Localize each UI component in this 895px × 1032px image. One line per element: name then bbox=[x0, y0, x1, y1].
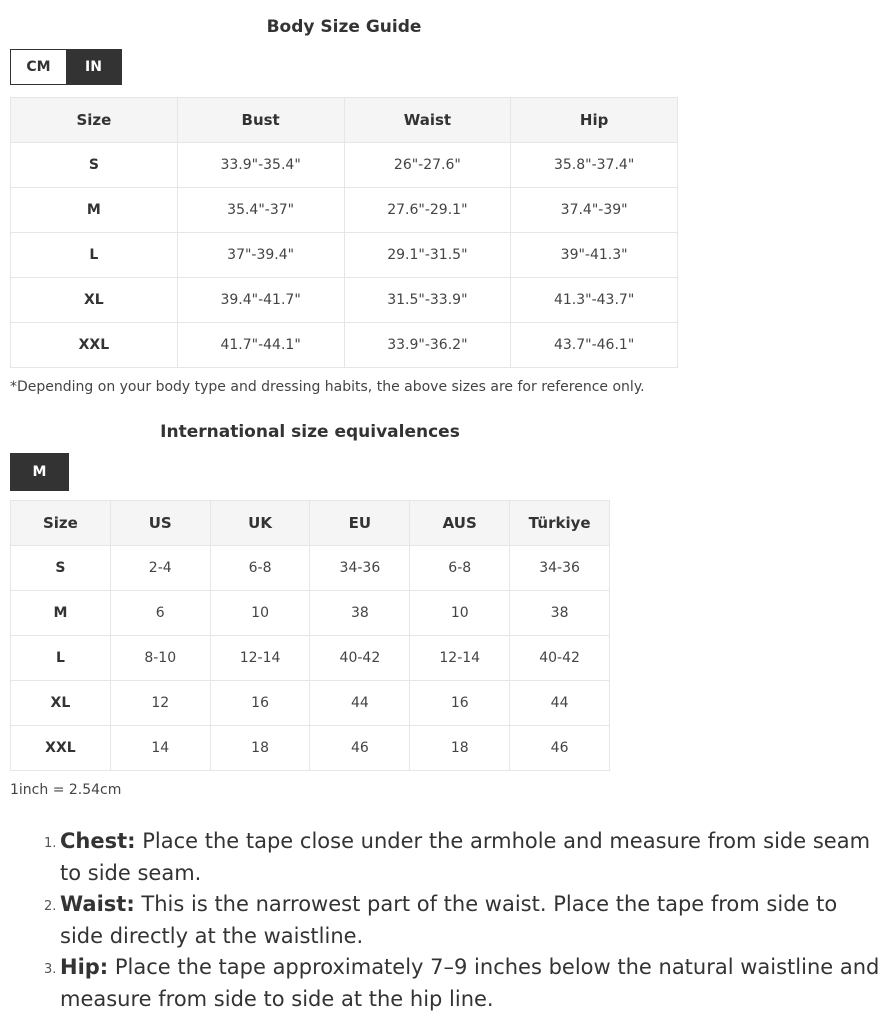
unit-in-button[interactable]: IN bbox=[66, 50, 121, 84]
turkiye-cell: 34-36 bbox=[510, 546, 610, 591]
column-header-eu: EU bbox=[310, 501, 410, 546]
table-row bbox=[11, 591, 610, 636]
turkiye-cell: 44 bbox=[510, 681, 610, 726]
table-header-row bbox=[11, 98, 678, 143]
us-cell: 2-4 bbox=[110, 546, 210, 591]
instruction-text: This is the narrowest part of the waist. Place the tape from side to side directly at the waistline. bbox=[60, 892, 838, 948]
size-cell: M bbox=[11, 591, 111, 636]
bust-cell: 33.9"-35.4" bbox=[177, 143, 344, 188]
uk-cell: 10 bbox=[210, 591, 310, 636]
turkiye-cell: 38 bbox=[510, 591, 610, 636]
column-header-waist: Waist bbox=[344, 98, 511, 143]
waist-cell: 29.1"-31.5" bbox=[344, 233, 511, 278]
table-row bbox=[11, 323, 678, 368]
reference-note: *Depending on your body type and dressing habits, the above sizes are for reference only. bbox=[10, 379, 645, 395]
hip-cell: 37.4"-39" bbox=[511, 188, 678, 233]
size-cell: XL bbox=[11, 681, 111, 726]
list-number: 3. bbox=[44, 962, 57, 977]
instruction-item-waist bbox=[44, 889, 885, 952]
hip-cell: 35.8"-37.4" bbox=[511, 143, 678, 188]
table-row bbox=[11, 278, 678, 323]
us-cell: 8-10 bbox=[110, 636, 210, 681]
table-row bbox=[11, 188, 678, 233]
table-row bbox=[11, 636, 610, 681]
uk-cell: 18 bbox=[210, 726, 310, 771]
aus-cell: 6-8 bbox=[410, 546, 510, 591]
list-number: 2. bbox=[44, 899, 57, 914]
unit-cm-button[interactable]: CM bbox=[11, 50, 66, 84]
table-row bbox=[11, 143, 678, 188]
us-cell: 6 bbox=[110, 591, 210, 636]
table-row bbox=[11, 681, 610, 726]
column-header-aus: AUS bbox=[410, 501, 510, 546]
uk-cell: 16 bbox=[210, 681, 310, 726]
uk-cell: 12-14 bbox=[210, 636, 310, 681]
eu-cell: 34-36 bbox=[310, 546, 410, 591]
waist-cell: 31.5"-33.9" bbox=[344, 278, 511, 323]
bust-cell: 37"-39.4" bbox=[177, 233, 344, 278]
size-m-button[interactable]: M bbox=[10, 453, 69, 491]
instruction-item-hip bbox=[44, 952, 885, 1015]
hip-cell: 41.3"-43.7" bbox=[511, 278, 678, 323]
eu-cell: 40-42 bbox=[310, 636, 410, 681]
size-cell: L bbox=[11, 636, 111, 681]
column-header-hip: Hip bbox=[511, 98, 678, 143]
size-cell: M bbox=[11, 188, 178, 233]
size-cell: S bbox=[11, 546, 111, 591]
list-number: 1. bbox=[44, 836, 57, 851]
us-cell: 14 bbox=[110, 726, 210, 771]
table-row bbox=[11, 726, 610, 771]
table-row bbox=[11, 546, 610, 591]
instruction-label: Hip: bbox=[60, 955, 109, 979]
instruction-item-chest bbox=[44, 826, 885, 889]
waist-cell: 26"-27.6" bbox=[344, 143, 511, 188]
eu-cell: 38 bbox=[310, 591, 410, 636]
section-title: International size equivalences bbox=[160, 422, 460, 442]
aus-cell: 10 bbox=[410, 591, 510, 636]
table-header-row bbox=[11, 501, 610, 546]
column-header-size: Size bbox=[11, 501, 111, 546]
conversion-note: 1inch = 2.54cm bbox=[10, 782, 122, 798]
waist-cell: 27.6"-29.1" bbox=[344, 188, 511, 233]
measurement-instructions bbox=[44, 826, 885, 1015]
instruction-label: Chest: bbox=[60, 829, 136, 853]
column-header-bust: Bust bbox=[177, 98, 344, 143]
international-size-table bbox=[10, 500, 610, 771]
size-cell: XXL bbox=[11, 323, 178, 368]
aus-cell: 12-14 bbox=[410, 636, 510, 681]
instruction-label: Waist: bbox=[60, 892, 135, 916]
eu-cell: 44 bbox=[310, 681, 410, 726]
bust-cell: 39.4"-41.7" bbox=[177, 278, 344, 323]
uk-cell: 6-8 bbox=[210, 546, 310, 591]
column-header-turkiye: Türkiye bbox=[510, 501, 610, 546]
hip-cell: 43.7"-46.1" bbox=[511, 323, 678, 368]
unit-toggle bbox=[10, 49, 122, 85]
bust-cell: 41.7"-44.1" bbox=[177, 323, 344, 368]
turkiye-cell: 40-42 bbox=[510, 636, 610, 681]
us-cell: 12 bbox=[110, 681, 210, 726]
eu-cell: 46 bbox=[310, 726, 410, 771]
instruction-text: Place the tape close under the armhole and measure from side seam to side seam. bbox=[60, 829, 871, 885]
bust-cell: 35.4"-37" bbox=[177, 188, 344, 233]
column-header-size: Size bbox=[11, 98, 178, 143]
hip-cell: 39"-41.3" bbox=[511, 233, 678, 278]
size-cell: L bbox=[11, 233, 178, 278]
size-cell: XL bbox=[11, 278, 178, 323]
instruction-text: Place the tape approximately 7–9 inches below the natural waistline and measure from side to side at the hip line. bbox=[60, 955, 880, 1011]
column-header-uk: UK bbox=[210, 501, 310, 546]
size-cell: S bbox=[11, 143, 178, 188]
turkiye-cell: 46 bbox=[510, 726, 610, 771]
aus-cell: 18 bbox=[410, 726, 510, 771]
body-size-table bbox=[10, 97, 678, 368]
column-header-us: US bbox=[110, 501, 210, 546]
aus-cell: 16 bbox=[410, 681, 510, 726]
page-title: Body Size Guide bbox=[266, 17, 422, 37]
table-row bbox=[11, 233, 678, 278]
size-cell: XXL bbox=[11, 726, 111, 771]
waist-cell: 33.9"-36.2" bbox=[344, 323, 511, 368]
